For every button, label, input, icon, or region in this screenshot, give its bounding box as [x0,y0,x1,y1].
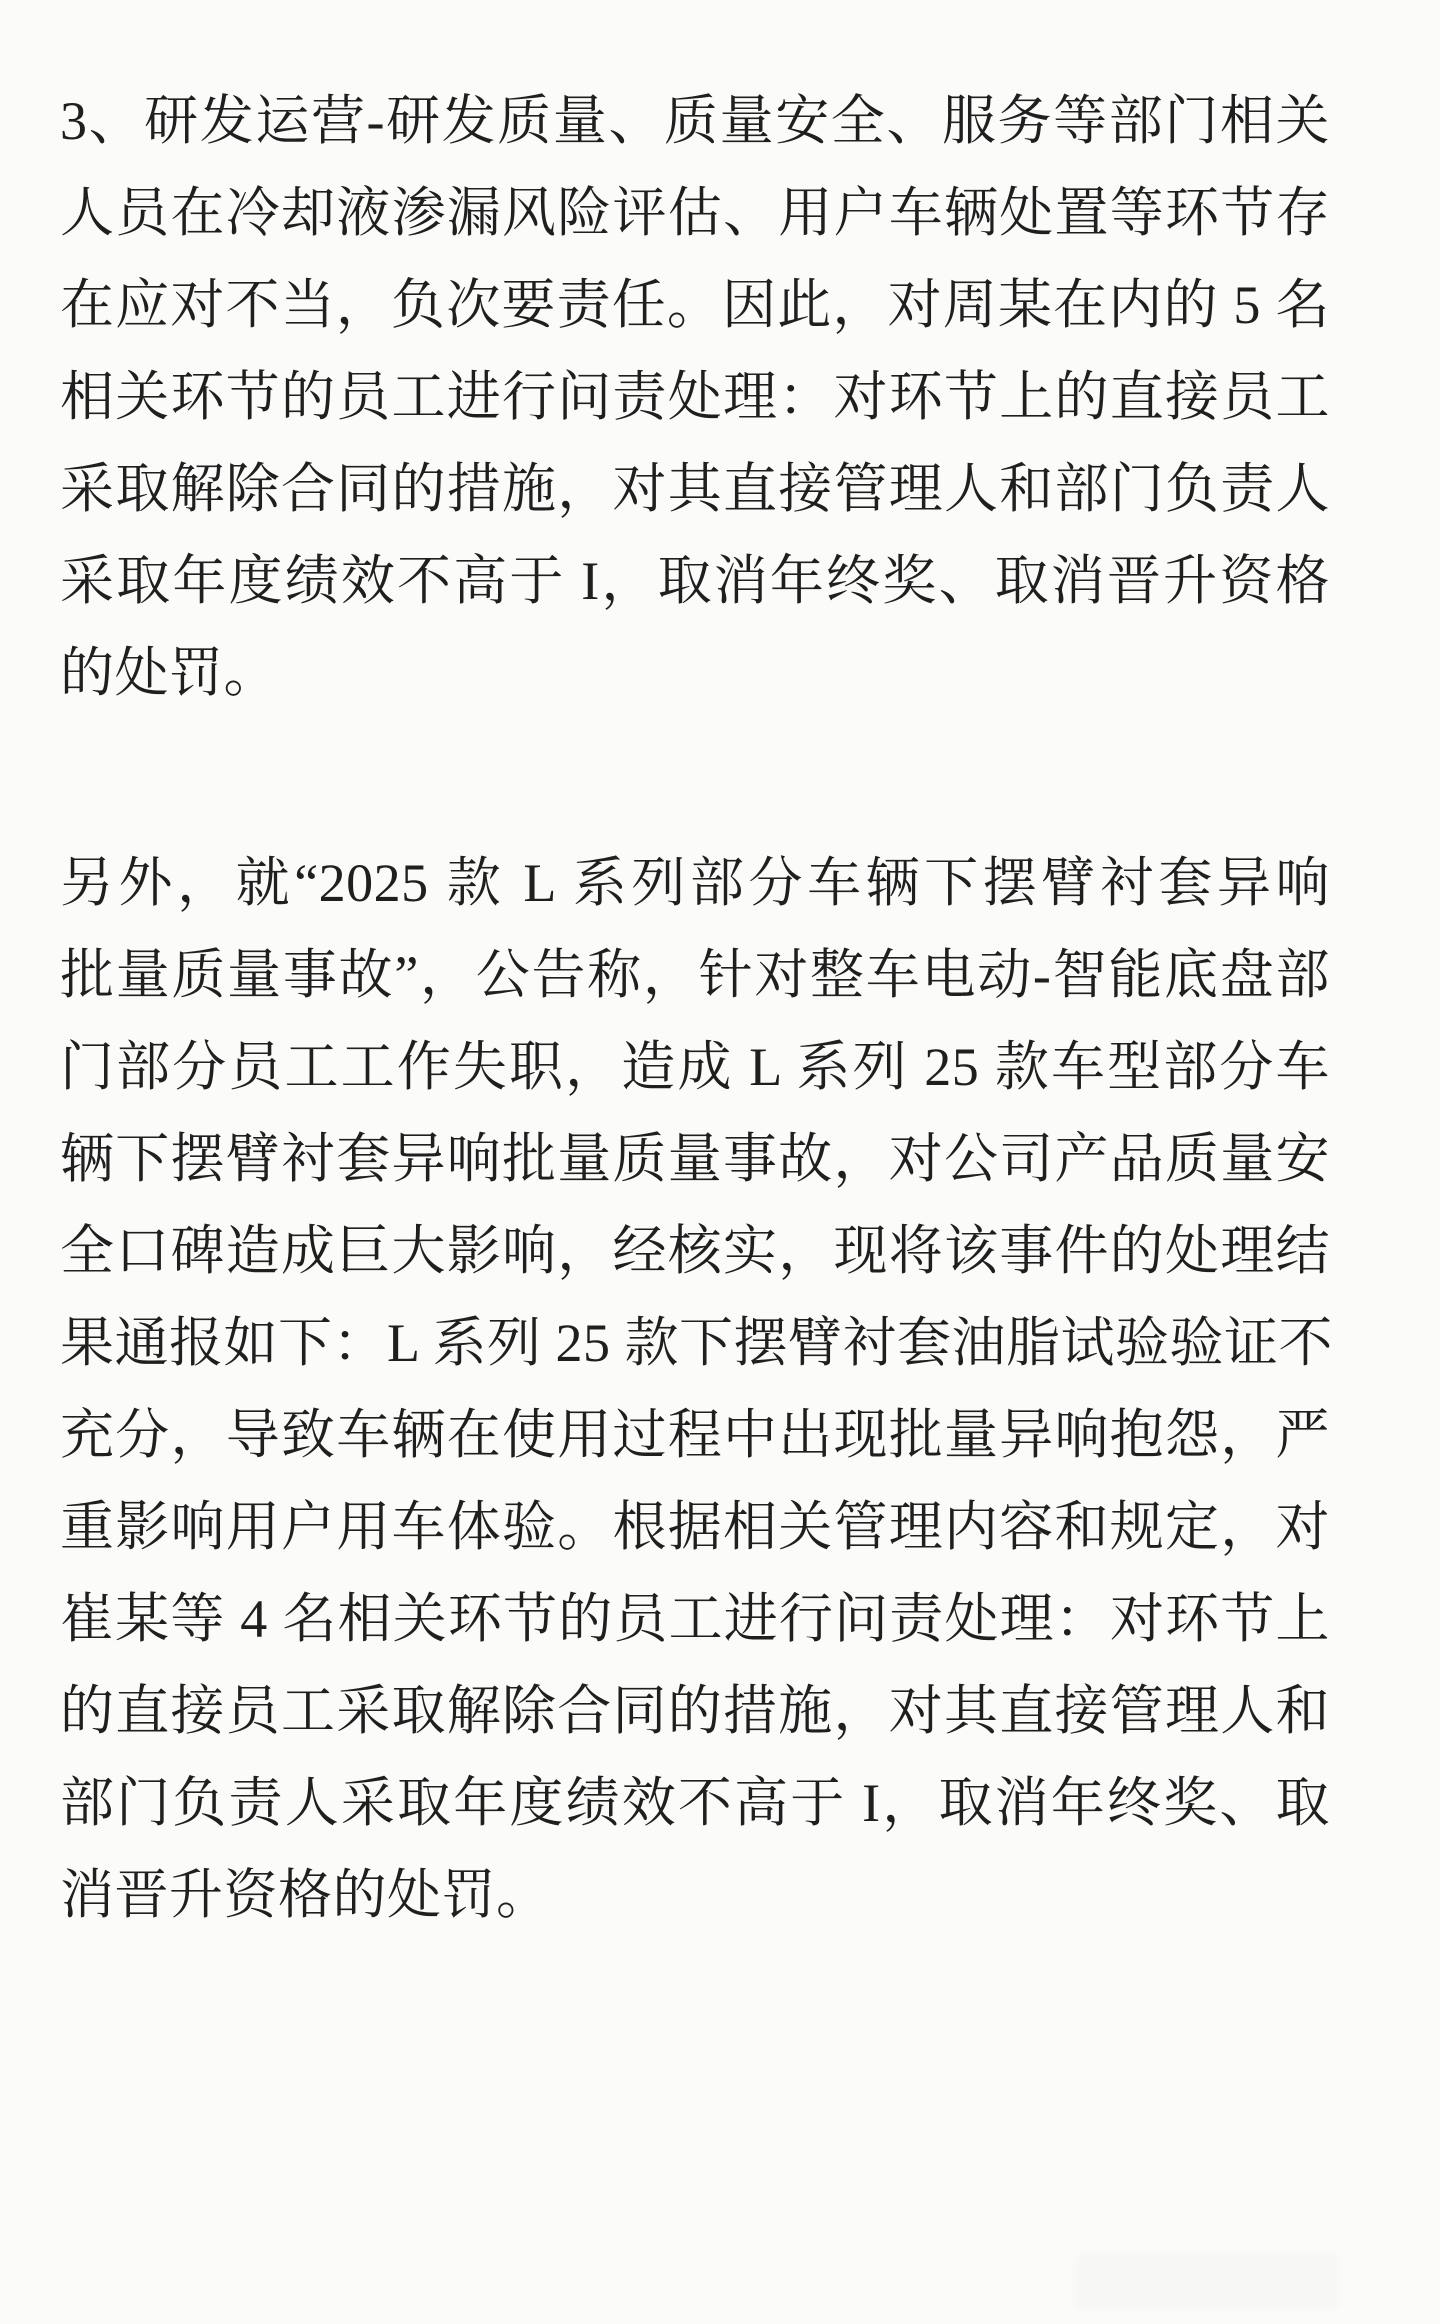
text-line: 重影响用户用车体验。根据相关管理内容和规定，对 [60,1497,1330,1557]
text-line: 相关环节的员工进行问责处理：对环节上的直接员工 [60,367,1330,427]
text-line: 果通报如下：L 系列 25 款下摆臂衬套油脂试验验证不 [60,1313,1333,1373]
article-body [60,75,1333,1941]
text-line: 在应对不当，负次要责任。因此，对周某在内的 5 名 [60,275,1330,335]
paragraph-2 [60,837,1333,1941]
text-line: 的直接员工采取解除合同的措施，对其直接管理人和 [60,1681,1330,1741]
text-line: 充分，导致车辆在使用过程中出现批量异响抱怨，严 [60,1405,1330,1465]
text-line: 辆下摆臂衬套异响批量质量事故，对公司产品质量安 [60,1129,1330,1189]
text-line: 崔某等 4 名相关环节的员工进行问责处理：对环节上 [60,1589,1330,1649]
text-line: 3、研发运营-研发质量、质量安全、服务等部门相关 [60,91,1330,151]
text-line: 的处罚。 [60,643,278,703]
text-line: 采取年度绩效不高于 I，取消年终奖、取消晋升资格 [60,551,1330,611]
faint-watermark [1075,2254,1340,2310]
text-line: 人员在冷却液渗漏风险评估、用户车辆处置等环节存 [60,183,1330,243]
paragraph-1 [60,75,1330,719]
text-line: 消晋升资格的处罚。 [60,1865,551,1925]
text-line: 部门负责人采取年度绩效不高于 I，取消年终奖、取 [60,1773,1330,1833]
text-line: 批量质量事故”，公告称，针对整车电动-智能底盘部 [60,945,1330,1005]
text-line: 采取解除合同的措施，对其直接管理人和部门负责人 [60,459,1330,519]
text-line: 另外，就“2025 款 L 系列部分车辆下摆臂衬套异响 [60,853,1330,913]
text-line: 门部分员工工作失职，造成 L 系列 25 款车型部分车 [60,1037,1330,1097]
text-line: 全口碑造成巨大影响，经核实，现将该事件的处理结 [60,1221,1330,1281]
